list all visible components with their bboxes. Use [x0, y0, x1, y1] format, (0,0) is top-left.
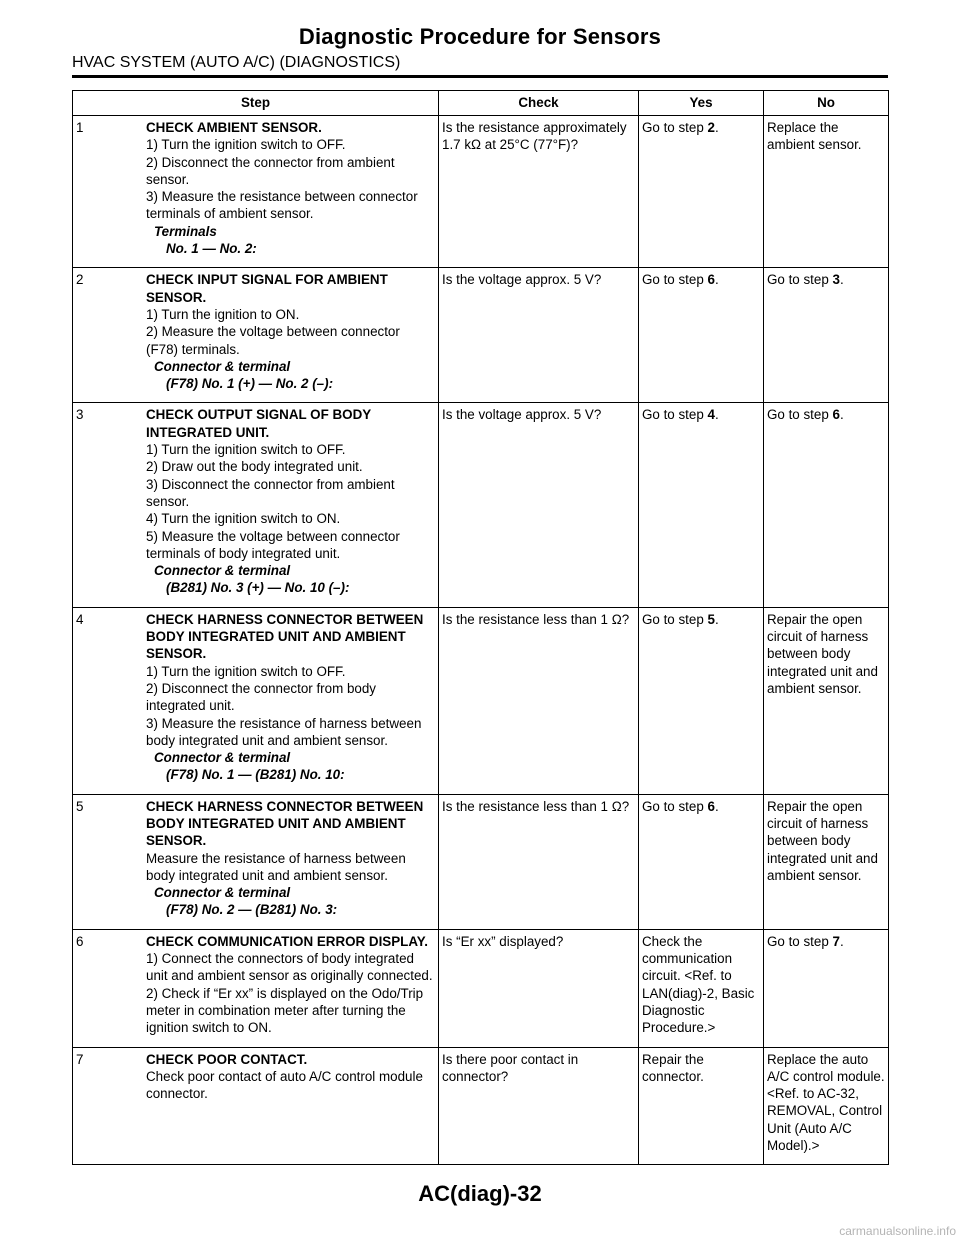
table-body	[73, 116, 889, 1165]
no-text: Replace the auto A/C control module. <Ref. to AC-32, REMOVAL, Control Unit (Auto A/C Model).>	[767, 1051, 885, 1154]
column-header-yes: Yes	[639, 91, 764, 116]
no-text: Repair the open circuit of harness between body integrated unit and ambient sensor.	[767, 798, 878, 883]
yes-cell	[639, 794, 764, 929]
yes-suffix: .	[714, 798, 719, 814]
instruction-line: 2) Check if “Er xx” is displayed on the Odo/Trip meter in combination meter after turning the ignition switch to ON.	[146, 985, 424, 1036]
spec-value: (F78) No. 1 — (B281) No. 10:	[166, 767, 345, 783]
diagnostic-table	[72, 90, 889, 1165]
instruction-line: 3) Measure the resistance between connector terminals of ambient sensor.	[146, 189, 418, 222]
instruction-line: 3) Disconnect the connector from ambient sensor.	[146, 476, 395, 509]
no-suffix: .	[839, 933, 844, 949]
instruction-line: 2) Draw out the body integrated unit.	[146, 459, 363, 475]
column-header-step: Step	[73, 91, 439, 116]
instruction-line: 1) Connect the connectors of body integrated unit and ambient sensor as originally connected.	[146, 951, 433, 984]
yes-step-ref: 2	[707, 120, 715, 135]
no-cell	[764, 929, 889, 1047]
header-rule	[72, 75, 888, 78]
instruction-line: 1) Turn the ignition switch to OFF.	[146, 663, 346, 679]
instruction-line: 2) Disconnect the connector from ambient sensor.	[146, 154, 395, 187]
no-step-ref: 7	[832, 933, 840, 949]
yes-text: Go to step	[642, 407, 708, 423]
instruction-line: 1) Turn the ignition switch to OFF.	[146, 137, 346, 153]
instruction-line: 2) Disconnect the connector from body integrated unit.	[146, 680, 376, 714]
yes-suffix: .	[714, 407, 719, 423]
table-header-row	[73, 91, 889, 116]
step-number: 5	[76, 798, 84, 814]
table-row	[73, 116, 889, 268]
no-step-ref: 3	[832, 272, 840, 288]
page-number: AC(diag)-32	[418, 1181, 542, 1206]
spec-label: Terminals	[154, 223, 217, 239]
step-instructions	[146, 850, 435, 885]
step-heading: CHECK OUTPUT SIGNAL OF BODY INTEGRATED UNIT.	[146, 407, 371, 440]
no-text: Go to step	[767, 933, 833, 949]
yes-step-ref: 6	[707, 798, 715, 814]
section-title: HVAC SYSTEM (AUTO A/C) (DIAGNOSTICS)	[72, 54, 401, 71]
spec-value: No. 1 — No. 2:	[166, 241, 257, 257]
yes-cell	[639, 403, 764, 607]
no-text: Repair the open circuit of harness between body integrated unit and ambient sensor.	[767, 611, 878, 696]
yes-cell	[639, 607, 764, 794]
table-row	[73, 929, 889, 1047]
step-instructions	[146, 663, 435, 749]
yes-text: Go to step	[642, 272, 708, 288]
step-cell	[73, 403, 439, 607]
step-cell	[73, 929, 439, 1047]
check-cell: Is the voltage approx. 5 V?	[439, 268, 639, 403]
instruction-line: 2) Measure the voltage between connector (F78) terminals.	[146, 324, 400, 357]
check-cell: Is the resistance approximately 1.7 kΩ at 25°C (77°F)?	[439, 116, 639, 268]
step-instructions	[146, 306, 435, 358]
step-heading: CHECK AMBIENT SENSOR.	[146, 120, 322, 135]
spec-value: (B281) No. 3 (+) — No. 10 (–):	[166, 580, 350, 596]
step-heading: CHECK INPUT SIGNAL FOR AMBIENT SENSOR.	[146, 272, 388, 305]
step-number: 3	[76, 407, 84, 423]
no-cell	[764, 403, 889, 607]
column-header-check: Check	[439, 91, 639, 116]
no-cell	[764, 607, 889, 794]
step-cell	[73, 794, 439, 929]
spec-label: Connector & terminal	[154, 358, 291, 374]
step-cell	[73, 1047, 439, 1165]
table-row	[73, 607, 889, 794]
instruction-line: 5) Measure the voltage between connector terminals of body integrated unit.	[146, 528, 400, 561]
instruction-line: 1) Turn the ignition to ON.	[146, 306, 300, 322]
step-instructions	[146, 1068, 435, 1103]
no-text: Go to step	[767, 407, 833, 423]
yes-text: Check the communication circuit. <Ref. to LAN(diag)-2, Basic Diagnostic Procedure.>	[642, 933, 755, 1036]
no-cell	[764, 1047, 889, 1165]
no-text: Go to step	[767, 272, 833, 288]
step-cell	[73, 116, 439, 268]
check-cell: Is “Er xx” displayed?	[439, 929, 639, 1047]
no-cell	[764, 794, 889, 929]
table-row	[73, 268, 889, 403]
spec-value: (F78) No. 2 — (B281) No. 3:	[166, 902, 338, 918]
yes-cell	[639, 116, 764, 268]
step-instructions	[146, 950, 435, 1036]
no-text: Replace the ambient sensor.	[767, 120, 862, 153]
step-heading: CHECK HARNESS CONNECTOR BETWEEN BODY INTEGRATED UNIT AND AMBIENT SENSOR.	[146, 611, 424, 662]
yes-cell	[639, 929, 764, 1047]
step-number: 7	[76, 1051, 84, 1067]
spec-label: Connector & terminal	[154, 750, 291, 766]
step-number: 1	[76, 120, 84, 135]
step-number: 6	[76, 933, 84, 949]
instruction-line: Check poor contact of auto A/C control module connector.	[146, 1068, 423, 1102]
yes-cell	[639, 1047, 764, 1165]
spec-value: (F78) No. 1 (+) — No. 2 (–):	[166, 376, 334, 392]
table-row	[73, 1047, 889, 1165]
yes-suffix: .	[714, 120, 719, 135]
step-instructions	[146, 136, 435, 222]
yes-cell	[639, 268, 764, 403]
check-cell: Is the resistance less than 1 Ω?	[439, 794, 639, 929]
yes-step-ref: 4	[707, 407, 715, 423]
step-heading: CHECK HARNESS CONNECTOR BETWEEN BODY INTEGRATED UNIT AND AMBIENT SENSOR.	[146, 798, 424, 849]
check-cell: Is there poor contact in connector?	[439, 1047, 639, 1165]
table-row	[73, 794, 889, 929]
yes-suffix: .	[714, 611, 719, 627]
yes-text: Go to step	[642, 120, 708, 135]
instruction-line: 1) Turn the ignition switch to OFF.	[146, 442, 346, 458]
spec-label: Connector & terminal	[154, 563, 291, 579]
watermark: carmanualsonline.info	[839, 1224, 956, 1238]
step-heading: CHECK POOR CONTACT.	[146, 1051, 308, 1067]
yes-step-ref: 6	[707, 272, 715, 288]
step-cell	[73, 268, 439, 403]
yes-text: Go to step	[642, 611, 708, 627]
no-suffix: .	[839, 407, 844, 423]
step-cell	[73, 607, 439, 794]
no-cell	[764, 116, 889, 268]
step-number: 2	[76, 272, 84, 288]
instruction-line: 4) Turn the ignition switch to ON.	[146, 511, 341, 527]
no-suffix: .	[839, 272, 844, 288]
step-number: 4	[76, 611, 84, 627]
spec-label: Connector & terminal	[154, 885, 291, 901]
yes-step-ref: 5	[707, 611, 715, 627]
table-row	[73, 403, 889, 607]
check-cell: Is the resistance less than 1 Ω?	[439, 607, 639, 794]
instruction-line: 3) Measure the resistance of harness between body integrated unit and ambient sensor.	[146, 715, 422, 748]
column-header-no: No	[764, 91, 889, 116]
instruction-line: Measure the resistance of harness between body integrated unit and ambient sensor.	[146, 850, 406, 883]
yes-text: Go to step	[642, 798, 708, 814]
step-heading: CHECK COMMUNICATION ERROR DISPLAY.	[146, 933, 428, 949]
step-instructions	[146, 441, 435, 562]
yes-suffix: .	[714, 272, 719, 288]
page-title: Diagnostic Procedure for Sensors	[298, 24, 662, 49]
check-cell: Is the voltage approx. 5 V?	[439, 403, 639, 607]
yes-text: Repair the connector.	[642, 1051, 704, 1084]
no-step-ref: 6	[832, 407, 840, 423]
no-cell	[764, 268, 889, 403]
